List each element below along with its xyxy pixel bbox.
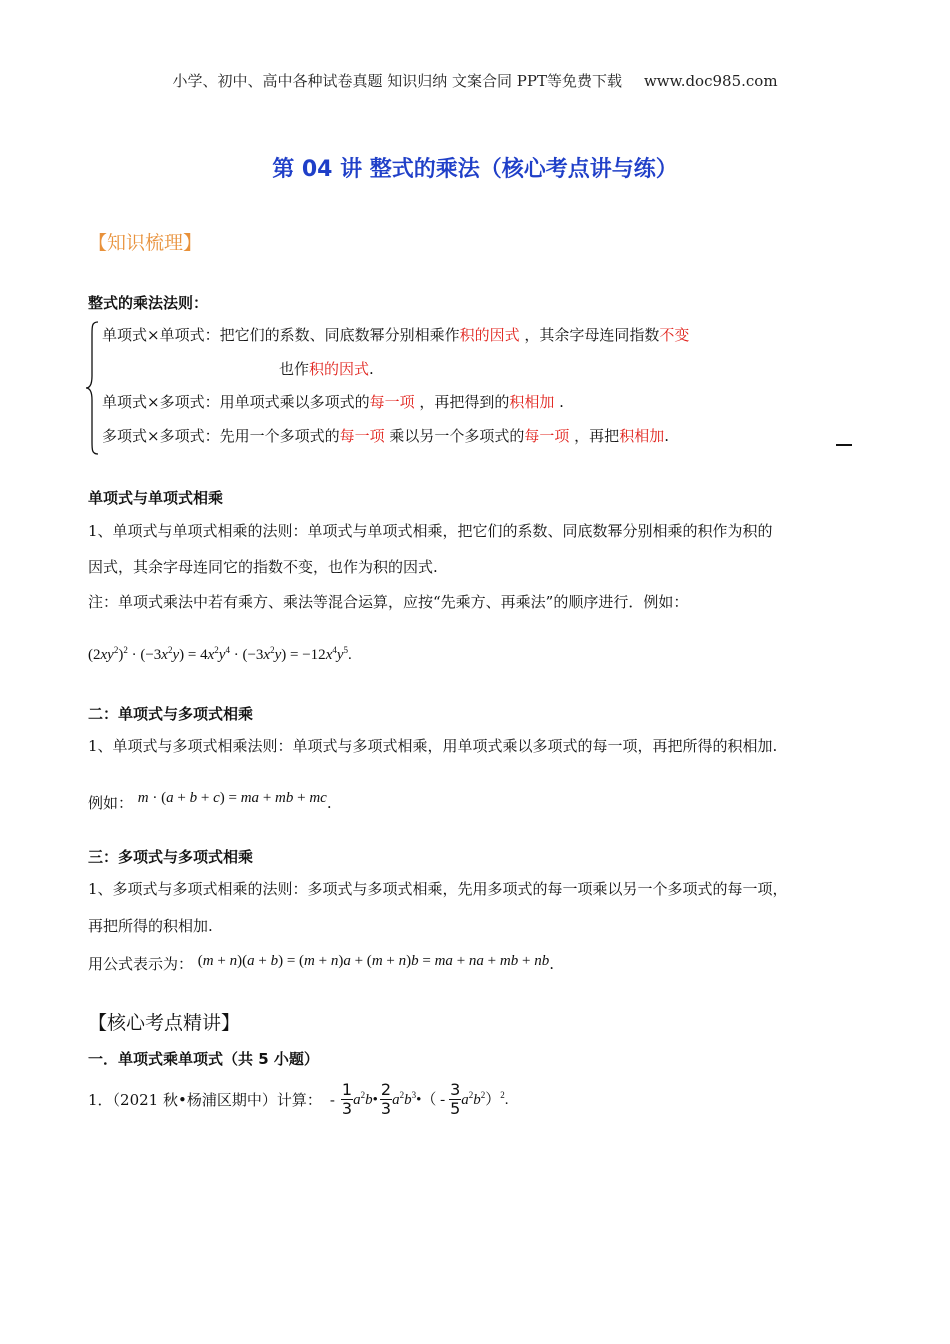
fraction-2: $\frac{2}{3}$ xyxy=(380,1080,392,1118)
sec2-paragraph-1: 1、单项式与多项式相乘法则：单项式与多项式相乘，用单项式乘以多项式的每一项，再把所得的积相加. xyxy=(88,737,778,755)
sec3-paragraph-1: 1、多项式与多项式相乘的法则：多项式与多项式相乘，先用多项式的每一项乘以另一个多项式的每一项， xyxy=(88,880,788,898)
sec1-formula: $(2xy^2)^2 \cdot (-3x^2y) = 4x^2y^4 \cdot (-3x^2y) = -12x^4y^5$. xyxy=(88,645,352,663)
topic1-heading: 一．单项式乘单项式（共 5 小题） xyxy=(88,1050,319,1068)
rule-mono-poly: 单项式×多项式：用单项式乘以多项式的每一项 ，再把得到的积相加 . xyxy=(102,393,564,411)
rules-title: 整式的乘法法则： xyxy=(88,294,209,312)
sec3-formula: (m + n)(a + b) = (m + n)a + (m + n)b = ma + na + mb + nb xyxy=(197,953,550,969)
sec3-formula-line: 用公式表示为： (m + n)(a + b) = (m + n)a + (m + n)b = ma + na + mb + nb. xyxy=(88,953,554,973)
sec2-heading: 二：单项式与多项式相乘 xyxy=(88,705,254,723)
sec1-paragraph-1: 1、单项式与单项式相乘的法则：单项式与单项式相乘，把它们的系数、同底数幂分别相乘的积作为积的 xyxy=(88,522,773,540)
rule-mono-mono-cont: 也作积的因式. xyxy=(279,360,374,378)
fraction-1: $\frac{1}{3}$ xyxy=(341,1080,353,1118)
page-header xyxy=(0,70,950,91)
sec2-example: 例如： m · (a + b + c) = ma + mb + mc. xyxy=(88,790,332,812)
fraction-3: $\frac{3}{5}$ xyxy=(450,1080,461,1118)
header-url[interactable]: www.doc985.com xyxy=(643,72,778,90)
sec2-formula: m · (a + b + c) = ma + mb + mc xyxy=(137,790,327,806)
core-heading: 【核心考点精讲】 xyxy=(88,1012,241,1034)
left-brace-icon xyxy=(84,320,100,456)
rule-mono-mono: 单项式×单项式：把它们的系数、同底数幂分别相乘作积的因式 ，其余字母连同指数不变 xyxy=(102,326,690,344)
cursor-mark xyxy=(836,444,852,446)
header-text: 小学、初中、高中各种试卷真题 知识归纳 文案合同 PPT等免费下载 xyxy=(172,72,622,90)
rule-poly-poly: 多项式×多项式：先用一个多项式的每一项 乘以另一个多项式的每一项 ，再把积相加. xyxy=(102,427,669,445)
sec1-note: 注：单项式乘法中若有乘方、乘法等混合运算，应按“先乘方、再乘法”的顺序进行．例如： xyxy=(88,593,689,611)
sec1-heading: 单项式与单项式相乘 xyxy=(88,489,224,507)
page-title: 第 04 讲 整式的乘法（核心考点讲与练） xyxy=(272,157,678,182)
knowledge-heading: 【知识梳理】 xyxy=(88,232,203,254)
sec3-heading: 三：多项式与多项式相乘 xyxy=(88,848,254,866)
sec3-paragraph-2: 再把所得的积相加. xyxy=(88,917,213,935)
question-1: 1．（2021 秋•杨浦区期中）计算： - $\frac{1}{3}$ $a^2b•$ $\frac{2}{3}$ $a^2b^3•$（ - $\frac{3}{5}$ $a^2b^2)^2$. xyxy=(88,1080,509,1118)
sec1-paragraph-2: 因式，其余字母连同它的指数不变，也作为积的因式. xyxy=(88,558,438,576)
question-1-prefix: 1．（2021 秋•杨浦区期中）计算： xyxy=(88,1090,322,1109)
